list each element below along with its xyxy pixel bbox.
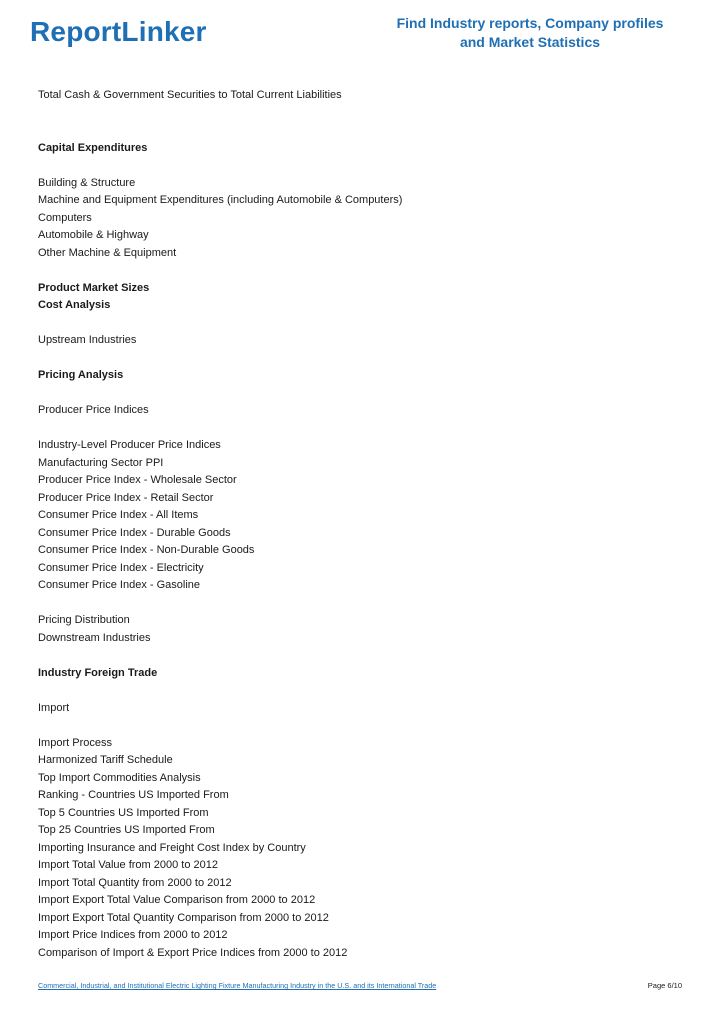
toc-line: Import Export Total Quantity Comparison from 2000 to 2012 — [38, 911, 329, 924]
toc-line: Other Machine & Equipment — [38, 246, 177, 259]
toc-line: Top 25 Countries US Imported From — [38, 824, 215, 836]
section-heading: Capital Expenditures — [38, 141, 148, 154]
page-number: Page 6/10 — [647, 981, 682, 990]
toc-line: Pricing Distribution — [38, 614, 130, 626]
toc-line: Computers — [38, 211, 92, 224]
toc-line: Top 5 Countries US Imported From — [38, 806, 209, 819]
tagline-line-2: and Market Statistics — [459, 34, 601, 50]
section-heading: Pricing Analysis — [38, 369, 124, 381]
toc-line: Import Price Indices from 2000 to 2012 — [38, 929, 228, 941]
section-heading: Cost Analysis — [38, 299, 111, 311]
toc-line: Industry-Level Producer Price Indices — [38, 439, 221, 451]
section-heading: Industry Foreign Trade — [38, 666, 158, 679]
toc-line: Consumer Price Index - Durable Goods — [38, 526, 231, 539]
toc-line: Consumer Price Index - All Items — [38, 509, 199, 521]
toc-line: Manufacturing Sector PPI — [38, 456, 164, 469]
reportlinker-logo[interactable]: ReportLinker — [30, 16, 207, 47]
footer-report-link[interactable]: Commercial, Industrial, and Institutional Electric Lighting Fixture Manufacturing Industry in the U.S. and its International Trade — [38, 981, 437, 990]
toc-line: Import Process — [38, 736, 112, 749]
toc-line: Consumer Price Index - Non-Durable Goods — [38, 544, 255, 556]
toc-line: Producer Price Indices — [38, 404, 149, 416]
toc-line: Automobile & Highway — [38, 229, 149, 241]
toc-line: Import Total Quantity from 2000 to 2012 — [38, 876, 232, 889]
toc-line: Producer Price Index - Wholesale Sector — [38, 474, 237, 486]
toc-line: Importing Insurance and Freight Cost Index by Country — [38, 841, 306, 854]
toc-line: Top Import Commodities Analysis — [38, 771, 201, 784]
section-heading: Product Market Sizes — [38, 281, 150, 294]
toc-line: Upstream Industries — [38, 334, 137, 346]
toc-line: Downstream Industries — [38, 631, 151, 644]
toc-line: Import — [38, 701, 70, 714]
toc-line: Harmonized Tariff Schedule — [38, 754, 173, 766]
toc-line: Comparison of Import & Export Price Indices from 2000 to 2012 — [38, 946, 348, 959]
toc-line: Building & Structure — [38, 176, 136, 189]
tagline-line-1: Find Industry reports, Company profiles — [396, 15, 664, 31]
toc-line: Import Total Value from 2000 to 2012 — [38, 859, 218, 871]
toc-line: Consumer Price Index - Electricity — [38, 561, 204, 574]
toc-line: Machine and Equipment Expenditures (including Automobile & Computers) — [38, 194, 403, 206]
header-tagline — [380, 14, 680, 52]
report-table-of-contents — [38, 87, 688, 962]
toc-line: Import Export Total Value Comparison from 2000 to 2012 — [38, 894, 316, 906]
toc-line: Producer Price Index - Retail Sector — [38, 491, 214, 504]
toc-line: Consumer Price Index - Gasoline — [38, 579, 201, 591]
toc-line: Total Cash & Government Securities to Total Current Liabilities — [38, 89, 342, 101]
toc-line: Ranking - Countries US Imported From — [38, 789, 229, 801]
